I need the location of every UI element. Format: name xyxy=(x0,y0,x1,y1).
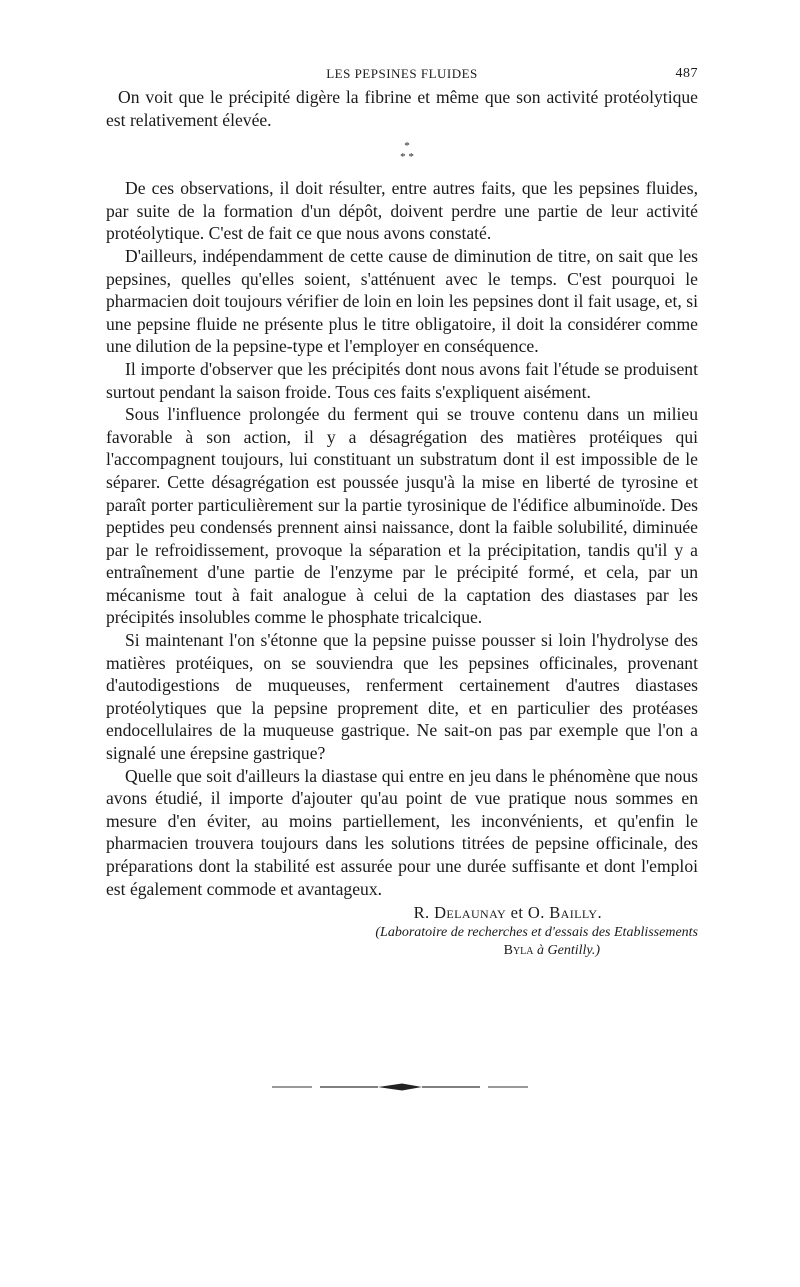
end-ornament-divider xyxy=(272,1082,528,1092)
paragraph-3: D'ailleurs, indépendamment de cette cause de diminution de titre, on sait que les pepsines, quelles qu'elles soient, s'atténuent avec le temps. C'est pourquoi le pharmacien doit toujours vérifier de loin en loin les pepsines dont il fait usage, et, si une pepsine fluide ne présente plus le titre obligatoire, il doit la considérer comme une dilution de la pepsine-type et l'employer en conséquence. xyxy=(106,245,698,357)
author-name-2: Bailly. xyxy=(549,903,602,923)
running-head xyxy=(106,60,698,86)
journal-page xyxy=(106,60,698,960)
author-conjunction: et xyxy=(510,903,524,923)
paragraph-7: Quelle que soit d'ailleurs la diastase qui entre en jeu dans le phénomène que nous avons étudié, il importe d'ajouter qu'au point de vue pratique nous sommes en mesure d'en éviter, au moins partiellement, les inconvénients, et qu'enfin le pharmacien trouvera toujours dans les solutions titrées de pepsine officinale, des préparations dont la stabilité est assurée pour une durée suffisante et dont l'emploi est également commode et avantageux. xyxy=(106,765,698,899)
page-number: 487 xyxy=(675,66,698,81)
affiliation-location: à Gentilly.) xyxy=(537,943,600,959)
paragraph-4: Il importe d'observer que les précipités dont nous avons fait l'étude se produisent surtout pendant la saison froide. Tous ces faits s'expliquent aisément. xyxy=(106,358,698,402)
asterism-bottom: * * xyxy=(400,151,414,164)
paragraph-5: Sous l'influence prolongée du ferment qui se trouve contenu dans un milieu favorable à son action, il y a désagrégation des matières protéiques qui l'accompagnent toujours, lui constituant un substratum dont il est impossible de le séparer. Cette désagrégation est poussée jusqu'à la mise en liberté de tyrosine et paraît porter particulièrement sur la partie tyrosinique de l'édifice albuminoïde. Des peptides peu condensés prennent ainsi naissance, dont la faible solubilité, diminuée par le refroidissement, provoque la séparation et la précipitation, tandis qu'il y a entraînement d'une partie de l'enzyme par le précipité formé, et cela, par un mécanisme tout à fait analogue à celui de la captation des diastases par les précipités insolubles comme le phosphate tricalcique. xyxy=(106,404,698,628)
author-initial-1: R. xyxy=(413,903,430,923)
ornament-diamond-icon xyxy=(378,1084,422,1091)
running-title: LES PEPSINES FLUIDES xyxy=(326,66,478,81)
author-signature xyxy=(106,902,698,924)
affiliation-line-2 xyxy=(106,942,698,960)
author-name-1: Delaunay xyxy=(434,903,507,923)
author-affiliation xyxy=(106,924,698,960)
affiliation-line-1: (Laboratoire de recherches et d'essais des Etablissements xyxy=(375,925,698,941)
paragraph-6: Si maintenant l'on s'étonne que la pepsine puisse pousser si loin l'hydrolyse des matières protéiques, on se souviendra que les pepsines officinales, provenant d'autodigestions de muqueuses, renferment certainement d'autres diastases protéolytiques que la pepsine proprement dite, et en particulier des protéases endocellulaires de la muqueuse gastrique. Ne sait-on pas par exemple que l'on a signalé une érepsine gastrique? xyxy=(106,630,698,764)
asterism-top: * xyxy=(404,140,410,153)
article-body xyxy=(106,86,698,900)
asterism-separator xyxy=(106,141,698,163)
paragraph-1: On voit que le précipité digère la fibrine et même que son activité protéolytique est relativement élevée. xyxy=(106,87,698,130)
paragraph-2: De ces observations, il doit résulter, entre autres faits, que les pepsines fluides, par suite de la formation d'un dépôt, doivent perdre une partie de leur activité protéolytique. C'est de fait ce que nous avons constaté. xyxy=(106,178,698,244)
author-initial-2: O. xyxy=(527,903,545,923)
affiliation-company: Byla xyxy=(503,943,534,959)
